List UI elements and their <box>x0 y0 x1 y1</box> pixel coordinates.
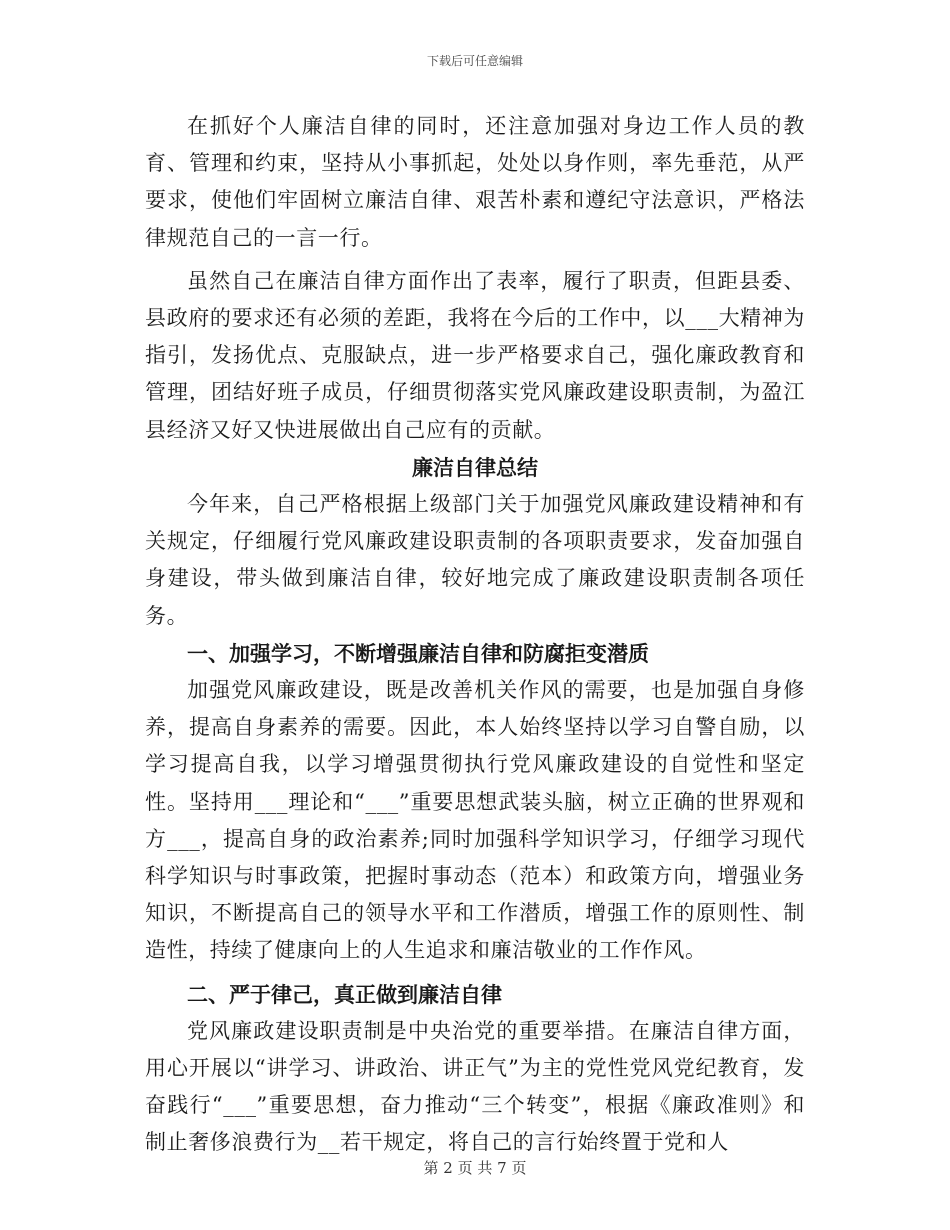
document-body <box>145 108 805 1162</box>
paragraph-shortcomings: 虽然自己在廉洁自律方面作出了表率，履行了职责，但距县委、县政府的要求还有必须的差距，我将在今后的工作中，以___大精神为指引，发扬优点、克服缺点，进一步严格要求自己，强化廉政教育和管理，团结好班子成员，仔细贯彻落实党风廉政建设职责制，为盈江县经济又好又快进展做出自己应有的贡献。 <box>145 268 805 442</box>
heading-self-discipline: 二、严于律己，真正做到廉洁自律 <box>187 981 502 1007</box>
paragraph-self-discipline-staff: 在抓好个人廉洁自律的同时，还注意加强对身边工作人员的教育、管理和约束，坚持从小事抓起，处处以身作则，率先垂范，从严要求，使他们牢固树立廉洁自律、艰苦朴素和遵纪守法意识，严格法律规范自己的一言一行。 <box>145 114 805 250</box>
paragraph-study: 加强党风廉政建设，既是改善机关作风的需要，也是加强自身修养，提高自身素养的需要。因此，本人始终坚持以学习自警自励，以学习提高自我，以学习增强贯彻执行党风廉政建设的自觉性和坚定性。坚持用___理论和“___”重要思想武装头脑，树立正确的世界观和方___，提高自身的政治素养;同时加强科学知识学习，仔细学习现代科学知识与时事政策，把握时事动态（范本）和政策方向，增强业务知识，不断提高自己的领导水平和工作潜质，增强工作的原则性、制造性，持续了健康向上的人生追求和廉洁敬业的工作作风。 <box>145 678 805 963</box>
page-number-footer: 第 2 页 共 7 页 <box>423 1159 527 1177</box>
page-header: 下载后可任意编辑 <box>426 54 523 68</box>
paragraph-responsibility: 党风廉政建设职责制是中央治党的重要举措。在廉洁自律方面，用心开展以“讲学习、讲政治、讲正气”为主的党性党风党纪教育，发奋践行“___”重要思想，奋力推动“三个转变”，根据《廉政准则》和制止奢侈浪费行为__若干规定，将自己的言行始终置于党和人 <box>145 1018 805 1155</box>
heading-study: 一、加强学习，不断增强廉洁自律和防腐拒变潜质 <box>187 640 649 666</box>
paragraph-intro: 今年来，自己严格根据上级部门关于加强党风廉政建设精神和有关规定，仔细履行党风廉政建设职责制的各项职责要求，发奋加强自身建设，带头做到廉洁自律，较好地完成了廉政建设职责制各项任务。 <box>145 492 805 628</box>
section-title: 廉洁自律总结 <box>412 454 538 480</box>
